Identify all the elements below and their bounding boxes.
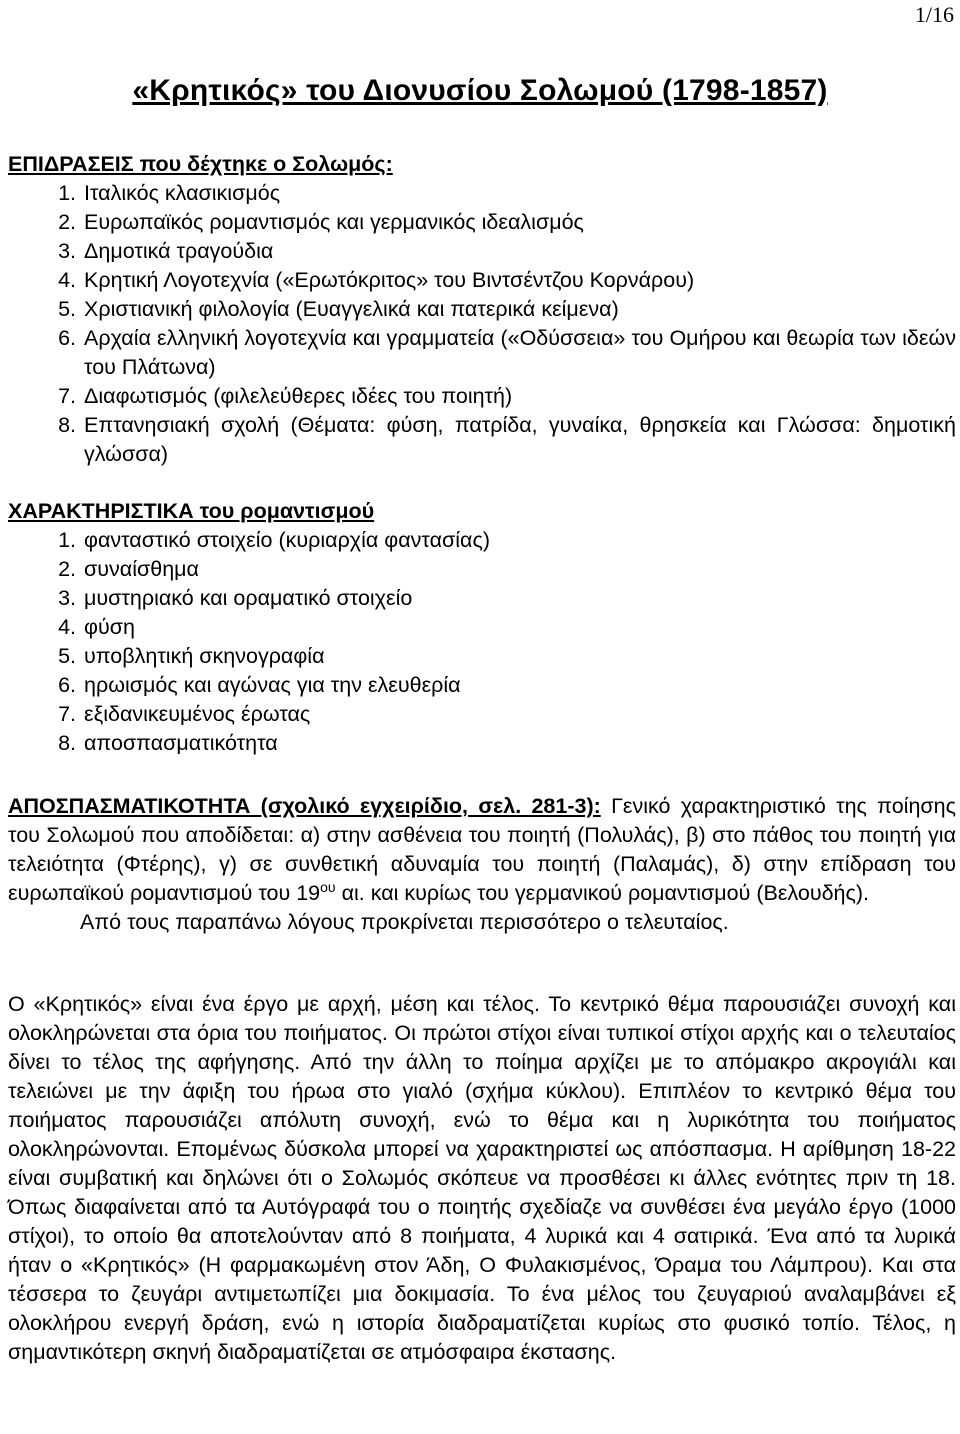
list-item: 5. Χριστιανική φιλολογία (Ευαγγελικά και πατερικά κείμενα) [82, 295, 956, 324]
fragmentation-conclusion: Από τους παραπάνω λόγους προκρίνεται περισσότερο ο τελευταίος. [80, 910, 729, 934]
fragmentation-text: Γενικό χαρακτηριστικό της ποίησης του Σολωμού που αποδίδεται: α) στην ασθένεια του ποιητή (Πολυλάς), β) στο πάθος του ποιητή για τελειότητα (Φτέρης), γ) σε συνθετική αδυναμία του ποιητή (Παλαμάς), δ) στην επίδραση του ευρωπαϊκού ρομαντισμού του 19 [8, 794, 956, 905]
list-item: 7. Διαφωτισμός (φιλελεύθερες ιδέες του ποιητή) [82, 382, 956, 411]
fragmentation-text-end: αι. και κυρίως του γερμανικού ρομαντισμού (Βελουδής). [335, 881, 869, 905]
fragmentation-heading: ΑΠΟΣΠΑΣΜΑΤΙΚΟΤΗΤΑ (σχολικό εγχειρίδιο, σελ. 281-3): [8, 794, 601, 818]
list-item: 2. Ευρωπαϊκός ρομαντισμός και γερμανικός ιδεαλισμός [82, 208, 956, 237]
fragmentation-section [8, 792, 956, 937]
list-item: 7. εξιδανικευμένος έρωτας [82, 700, 956, 729]
list-item: 1. Ιταλικός κλασικισμός [82, 179, 956, 208]
influences-section [8, 150, 956, 469]
page-number: 1/16 [914, 2, 954, 27]
list-item: 2. συναίσθημα [82, 555, 956, 584]
list-item: 5. υποβλητική σκηνογραφία [82, 642, 956, 671]
characteristics-heading: ΧΑΡΑΚΤΗΡΙΣΤΙΚΑ του ρομαντισμού [8, 499, 375, 523]
characteristics-section [8, 497, 956, 758]
list-item: 3. μυστηριακό και οραματικό στοιχείο [82, 584, 956, 613]
list-item: 6. Αρχαία ελληνική λογοτεχνία και γραμματεία («Οδύσσεια» του Ομήρου και θεωρία των ιδεών του Πλάτωνα) [82, 324, 956, 382]
list-item: 6. ηρωισμός και αγώνας για την ελευθερία [82, 671, 956, 700]
influences-heading: ΕΠΙΔΡΑΣΕΙΣ που δέχτηκε ο Σολωμός: [8, 152, 393, 176]
characteristics-list [8, 526, 956, 758]
fragmentation-paragraph [8, 792, 956, 908]
list-item: 8. αποσπασματικότητα [82, 729, 956, 758]
list-item: 4. Κρητική Λογοτεχνία («Ερωτόκριτος» του Βιντσέντζου Κορνάρου) [82, 266, 956, 295]
list-item: 8. Επτανησιακή σχολή (Θέματα: φύση, πατρίδα, γυναίκα, θρησκεία και Γλώσσα: δημοτική γλώσσα) [82, 411, 956, 469]
list-item: 1. φανταστικό στοιχείο (κυριαρχία φαντασίας) [82, 526, 956, 555]
document-title: «Κρητικός» του Διονυσίου Σολωμού (1798-1857) [132, 74, 828, 107]
body-paragraph: Ο «Κρητικός» είναι ένα έργο με αρχή, μέση και τέλος. Το κεντρικό θέμα παρουσιάζει συνοχή και ολοκληρώνεται στα όρια του ποιήματος. Οι πρώτοι στίχοι είναι τυπικοί στίχοι αρχής και ο τελευταίος δίνει το τέλος της αφήγησης. Από την άλλη το ποίημα αρχίζει με το απόμακρο ακρογιάλι και τελειώνει με την άφιξη του ήρωα στο γιαλό (σχήμα κύκλου). Επιπλέον το κεντρικό θέμα του ποιήματος παρουσιάζει απόλυτη συνοχή, ενώ το θέμα και η λυρικότητα του ποιήματος ολοκληρώνονται. Επομένως δύσκολα μπορεί να χαρακτηριστεί ως απόσπασμα. Η αρίθμηση 18-22 είναι συμβατική και δηλώνει ότι ο Σολωμός σκόπευε να προσθέσει κι άλλες ενότητες πριν τη 18. Όπως διαφαίνεται από τα Αυτόγραφά του ο ποιητής σχεδίαζε να συνθέσει ένα μεγάλο έργο (1000 στίχοι), το οποίο θα αποτελούνταν από 8 ποιήματα, 4 λυρικά και 4 σατιρικά. Ένα από τα λυρικά ήταν ο «Κρητικός» (Η φαρμακωμένη στον Άδη, Ο Φυλακισμένος, Όραμα του Λάμπρου). Και στα τέσσερα το ζευγάρι αντιμετωπίζει μια δοκιμασία. Το ένα μέλος του ζευγαριού αναλαμβάνει εξ ολοκλήρου ενεργή δράση, ενώ η ιστορία διαδραματίζεται κυρίως στο φυσικό τοπίο. Τέλος, η σημαντικότερη σκηνή διαδραματίζεται σε ατμόσφαιρα έκστασης. [8, 992, 956, 1364]
list-item: 4. φύση [82, 613, 956, 642]
list-item: 3. Δημοτικά τραγούδια [82, 237, 956, 266]
influences-list [8, 179, 956, 469]
century-superscript: ου [320, 878, 336, 895]
